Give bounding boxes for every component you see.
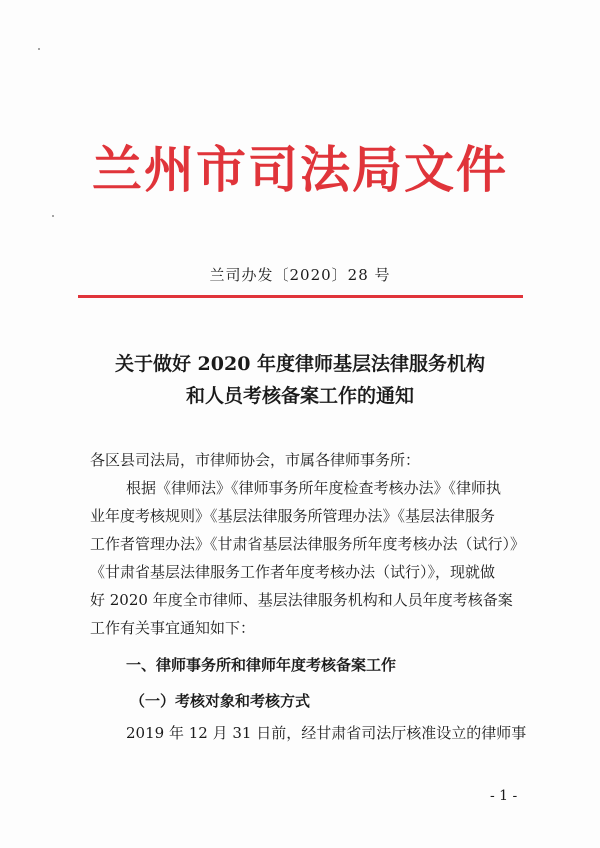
scan-speck xyxy=(52,215,54,217)
document-number: 兰司办发〔2020〕28 号 xyxy=(209,266,391,284)
page-number: - 1 - xyxy=(490,788,518,804)
salutation: 各区县司法局，市律师协会，市属各律师事务所： xyxy=(90,451,421,469)
red-divider-line xyxy=(78,295,523,298)
notice-title-line-1: 关于做好 2020 年度律师基层法律服务机构 xyxy=(114,353,486,375)
body-paragraph xyxy=(90,474,526,642)
paragraph-line: 工作者管理办法》《甘肃省基层法律服务所年度考核办法（试行）》 xyxy=(90,535,526,553)
scan-speck xyxy=(38,48,40,50)
notice-title xyxy=(0,348,600,412)
paragraph-line: 根据《律师法》《律师事务所年度检查考核办法》《律师执 xyxy=(126,479,502,497)
document-header-title: 兰州市司法局文件 xyxy=(92,140,508,199)
paragraph-line: 《甘肃省基层法律服务工作者年度考核办法（试行）》，现就做 xyxy=(90,563,496,581)
section-heading: 一、律师事务所和律师年度考核备案工作 xyxy=(126,656,397,674)
paragraph-line: 好 2020 年度全市律师、基层法律服务机构和人员年度考核备案 xyxy=(90,591,513,609)
notice-title-line-2: 和人员考核备案工作的通知 xyxy=(185,385,414,407)
body-continuation-line: 2019 年 12 月 31 日前，经甘肃省司法厅核准设立的律师事 xyxy=(126,724,527,742)
notice-body xyxy=(90,446,526,642)
paragraph-line: 业年度考核规则》《基层法律服务所管理办法》《基层法律服务 xyxy=(90,507,496,525)
paragraph-line: 工作有关事宜通知如下： xyxy=(90,619,256,637)
sub-heading: （一）考核对象和考核方式 xyxy=(130,692,311,710)
